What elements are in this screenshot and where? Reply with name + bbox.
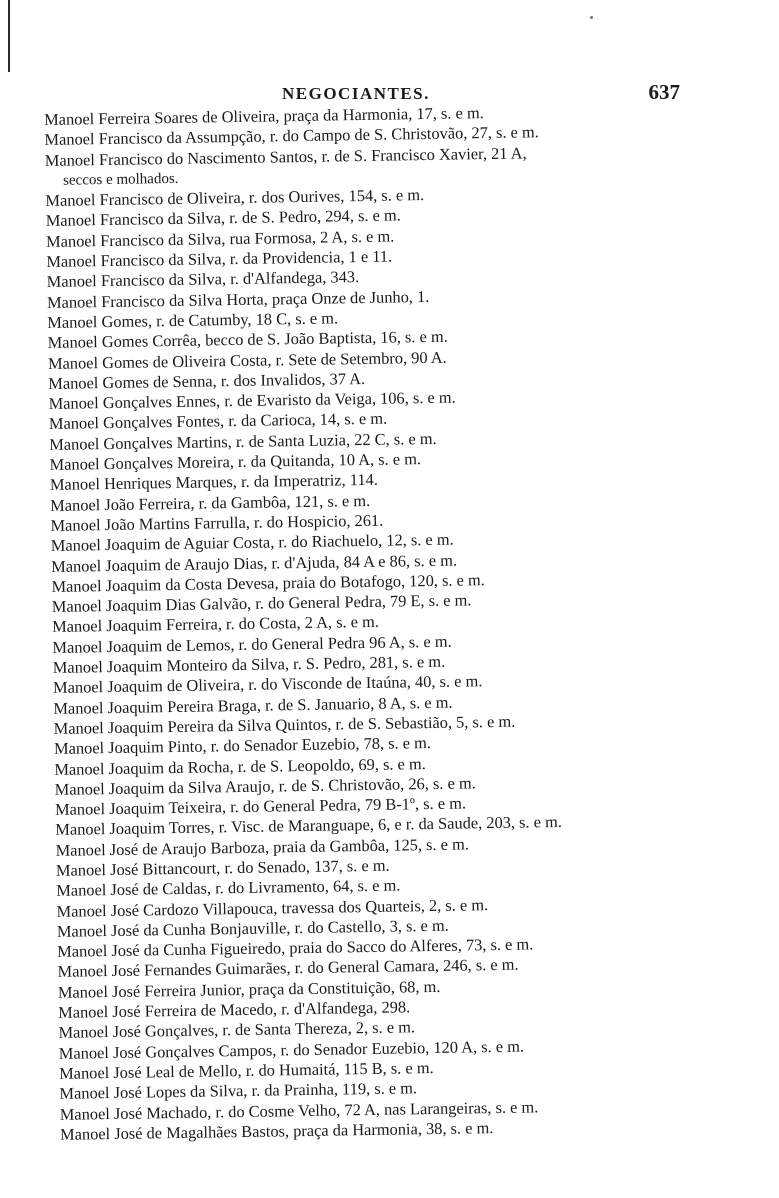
list-item: Manoel Joaquim Torres, r. Visc. de Maranguape, 6, e r. da Saude, 203, s. e m. [55,812,563,840]
list-item: Manoel José da Cunha Figueiredo, praia do Sacco do Alferes, 73, s. e m. [57,934,534,962]
list-item: Manoel Francisco do Nascimento Santos, r. de S. Francisco Xavier, 21 A, [44,143,527,170]
list-item: Manoel José Ferreira de Macedo, r. d'Alfandega, 298. [58,997,411,1022]
list-item: Manoel José de Caldas, r. do Livramento, 64, s. e m. [56,875,401,901]
list-item: Manoel Gomes de Oliveira Costa, r. Sete de Setembro, 90 A. [47,347,447,373]
list-item: Manoel Gonçalves Martins, r. de Santa Luzia, 22 C, s. e m. [49,428,437,454]
section-title: NEGOCIANTES. [282,84,430,103]
list-item: Manoel Joaquim de Aguiar Costa, r. do Riachuelo, 12, s. e m. [50,529,454,556]
list-item: Manoel Francisco da Silva, r. d'Alfandega, 343. [46,267,360,292]
list-item: Manoel José Ferreira Junior, praça da Constituição, 68, m. [57,976,441,1002]
list-item: Manoel Joaquim da Rocha, r. de S. Leopoldo, 69, s. e m. [54,753,426,779]
list-item: Manoel Gonçalves Fontes, r. da Carioca, 14, s. e m. [48,409,388,434]
list-item: Manoel Joaquim de Araujo Dias, r. d'Ajuda, 84 A e 86, s. e m. [51,550,458,576]
list-item: Manoel Joaquim Pinto, r. do Senador Euzebio, 78, s. e m. [53,733,432,759]
list-item: Manoel José Lopes da Silva, r. da Prainha, 119, s. e m. [59,1078,418,1104]
list-item: Manoel Gomes, r. de Catumby, 18 C, s. e m. [47,308,339,332]
list-item: Manoel Francisco de Oliveira, r. dos Ourives, 154, s. e m. [45,185,425,211]
list-item: Manoel Henriques Marques, r. da Imperatriz, 114. [49,470,379,495]
list-item: Manoel Gomes de Senna, r. dos Invalidos, 37 A. [48,368,366,393]
list-item: Manoel João Martins Farrulla, r. do Hospicio, 261. [50,510,384,535]
list-item: Manoel Gomes Corrêa, becco de S. João Baptista, 16, s. e m. [47,326,448,353]
list-item: Manoel Joaquim Pereira Braga, r. de S. Januario, 8 A, s. e m. [53,692,453,718]
list-item: Manoel Joaquim Ferreira, r. do Costa, 2 A, s. e m. [51,612,380,637]
list-item: Manoel José Machado, r. do Cosme Velho, 72 A, nas Larangeiras, s. e m. [59,1096,539,1124]
list-item: Manoel José Gonçalves Campos, r. do Senador Euzebio, 120 A, s. e m. [58,1036,525,1063]
list-item: Manoel José da Cunha Bonjauville, r. do Castello, 3, s. e m. [56,915,449,941]
list-item: Manoel Francisco da Silva, rua Formosa, 2 A, s. e m. [45,226,395,251]
list-item: Manoel Joaquim Dias Galvão, r. do General Pedra, 79 E, s. e m. [51,590,472,617]
list-item: Manoel João Ferreira, r. da Gambôa, 121, s. e m. [50,490,371,515]
list-item: Manoel Joaquim Monteiro da Silva, r. S. Pedro, 281, s. e m. [52,651,446,677]
list-item: Manoel Joaquim da Costa Devesa, praia do Botafogo, 120, s. e m. [51,569,485,596]
list-item: Manoel Francisco da Silva, r. da Providencia, 1 e 11. [46,246,393,272]
list-item: Manoel Joaquim Pereira da Silva Quintos, r. de S. Sebastião, 5, s. e m. [53,711,516,738]
list-item: Manoel Joaquim de Oliveira, r. do Visconde de Itaúna, 40, s. e m. [52,671,483,698]
list-item: Manoel José Gonçalves, r. de Santa Thereza, 2, s. e m. [58,1017,416,1043]
list-item: Manoel José Fernandes Guimarães, r. do General Camara, 246, s. e m. [57,955,519,982]
list-item-continuation: seccos e molhados. [62,170,179,189]
list-item: Manoel Francisco da Silva, r. de S. Pedro, 294, s. e m. [45,205,401,231]
list-item: Manoel Ferreira Soares de Oliveira, praça da Harmonia, 17, s. e m. [44,103,484,129]
list-item: Manoel Joaquim de Lemos, r. do General Pedra 96 A, s. e m. [52,631,452,657]
list-item: Manoel Francisco da Silva Horta, praça Onze de Junho, 1. [46,286,430,312]
paper-speck [590,16,593,19]
list-item: Manoel José de Araujo Barboza, praia da Gambôa, 125, s. e m. [55,834,470,860]
list-item: Manoel Joaquim da Silva Araujo, r. de S. Christovão, 26, s. e m. [54,773,476,799]
directory-list [44,99,760,1145]
list-item: Manoel José Cardozo Villapouca, travessa dos Quarteis, 2, s. e m. [56,894,489,921]
list-item: Manoel Francisco da Assumpção, r. do Campo de S. Christovão, 27, s. e m. [44,122,539,150]
list-item: Manoel José Leal de Mello, r. do Humaitá, 115 B, s. e m. [58,1057,434,1083]
page-binding-edge [8,0,10,72]
list-item: Manoel Joaquim Teixeira, r. do General Pedra, 79 B-1º, s. e m. [54,793,467,820]
list-item: Manoel José de Magalhães Bastos, praça da Harmonia, 38, s. e m. [59,1117,494,1144]
list-item: Manoel Gonçalves Moreira, r. da Quitanda, 10 A, s. e m. [49,449,422,475]
list-item: Manoel Gonçalves Ennes, r. de Evaristo da Veiga, 106, s. e m. [48,387,456,414]
page-number: 637 [648,80,680,104]
list-item: Manoel José Bittancourt, r. do Senado, 137, s. e m. [55,855,390,880]
